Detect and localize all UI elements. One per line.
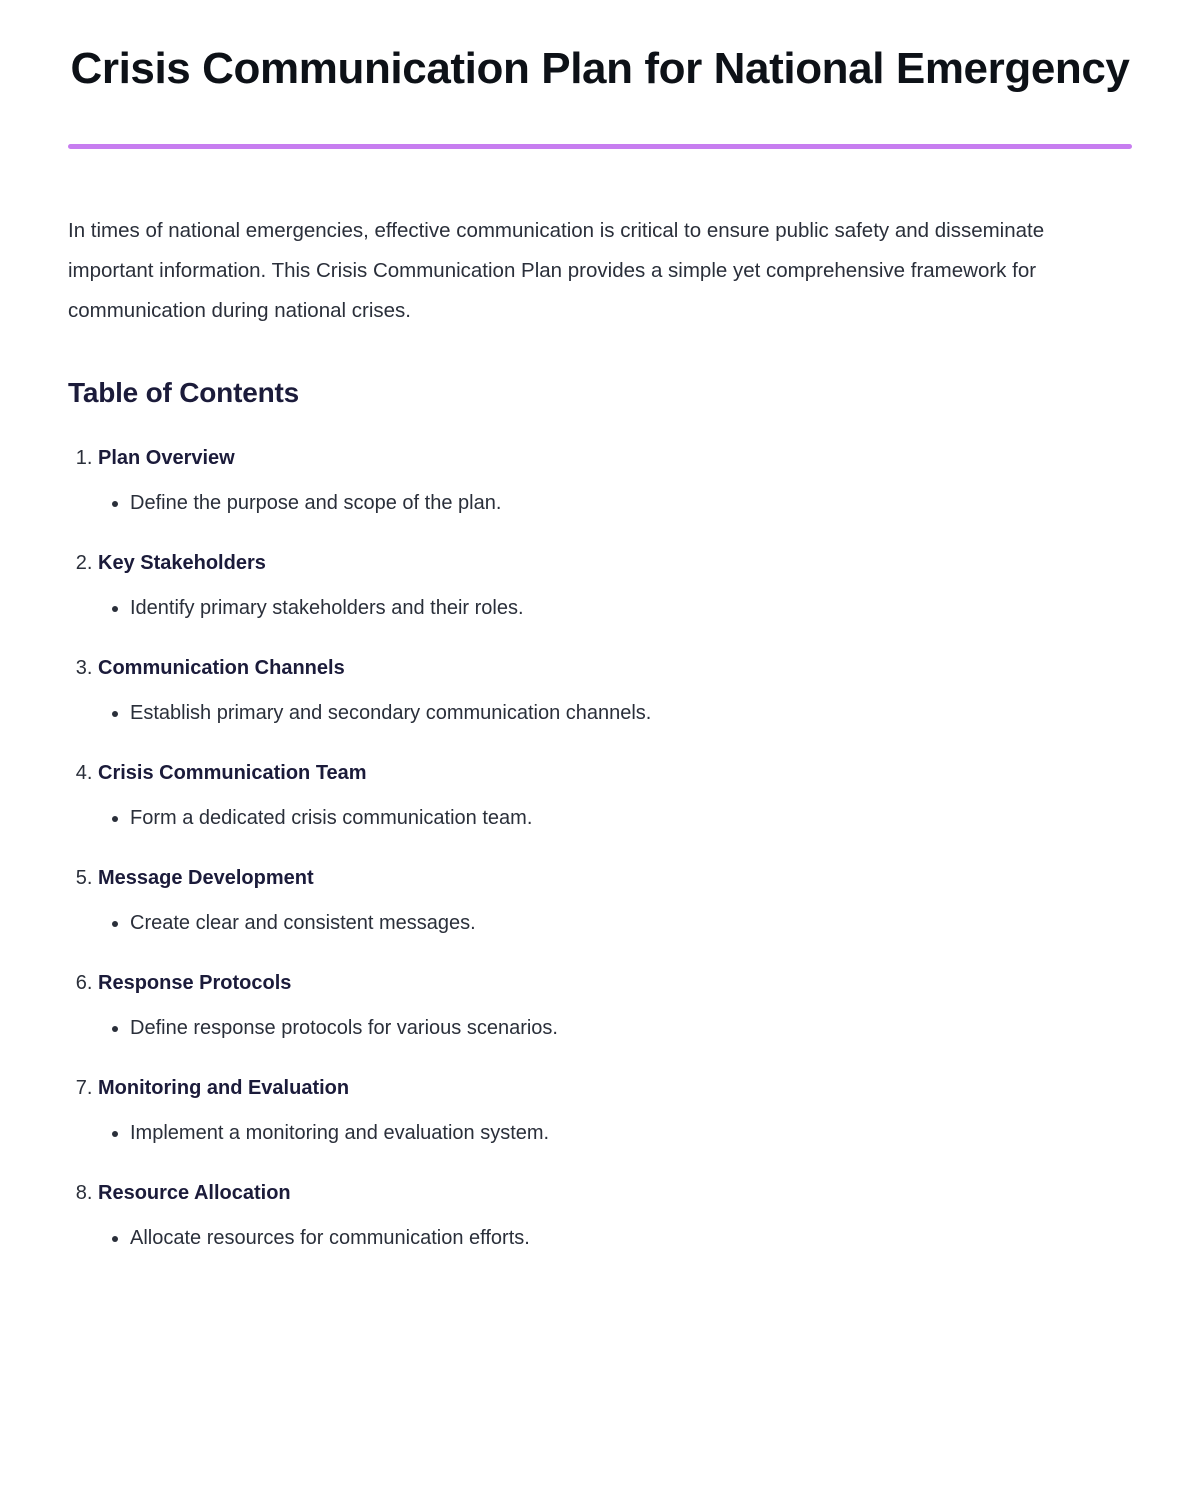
toc-entry-detail: • Identify primary stakeholders and their roles.	[130, 593, 1132, 623]
toc-entry-details	[98, 593, 1132, 623]
toc-entry-detail: • Define the purpose and scope of the plan.	[130, 488, 1132, 518]
toc-entry-details	[98, 1013, 1132, 1043]
toc-entry-label[interactable]: Response Protocols	[98, 971, 292, 994]
toc-entry-label[interactable]: Communication Channels	[98, 656, 345, 679]
toc-entry-details	[98, 698, 1132, 728]
toc-entry-label[interactable]: Plan Overview	[98, 446, 235, 469]
toc-entry-detail: • Define response protocols for various scenarios.	[130, 1013, 1132, 1043]
toc-entry-details	[98, 803, 1132, 833]
title-divider	[68, 144, 1132, 149]
page-title: Crisis Communication Plan for National Emergency	[70, 44, 1130, 93]
toc-entry	[98, 867, 1132, 938]
toc-entry-detail: • Implement a monitoring and evaluation system.	[130, 1118, 1132, 1148]
toc-entry-details	[98, 488, 1132, 518]
toc-entry-detail: • Establish primary and secondary communication channels.	[130, 698, 1132, 728]
toc-entry	[98, 972, 1132, 1043]
table-of-contents-list	[68, 447, 1132, 1253]
toc-entry-details	[98, 1118, 1132, 1148]
toc-entry-label[interactable]: Monitoring and Evaluation	[98, 1076, 350, 1099]
toc-entry-label[interactable]: Crisis Communication Team	[98, 761, 367, 784]
toc-entry	[98, 447, 1132, 518]
toc-entry-label[interactable]: Resource Allocation	[98, 1181, 291, 1204]
toc-entry	[98, 657, 1132, 728]
toc-entry-label[interactable]: Key Stakeholders	[98, 551, 266, 574]
toc-entry	[98, 1182, 1132, 1253]
toc-entry	[98, 762, 1132, 833]
toc-entry-details	[98, 908, 1132, 938]
table-of-contents-heading: Table of Contents	[68, 376, 299, 408]
toc-entry-detail: • Form a dedicated crisis communication team.	[130, 803, 1132, 833]
toc-entry-detail: • Create clear and consistent messages.	[130, 908, 1132, 938]
toc-entry-label[interactable]: Message Development	[98, 866, 314, 889]
toc-entry	[98, 1077, 1132, 1148]
intro-paragraph: In times of national emergencies, effective communication is critical to ensure public safety and disseminate important information. This Crisis Communication Plan provides a simple yet comprehensive framework for communication during national crises.	[68, 218, 1045, 322]
toc-entry-details	[98, 1223, 1132, 1253]
toc-entry	[98, 552, 1132, 623]
toc-entry-detail: • Allocate resources for communication efforts.	[130, 1223, 1132, 1253]
